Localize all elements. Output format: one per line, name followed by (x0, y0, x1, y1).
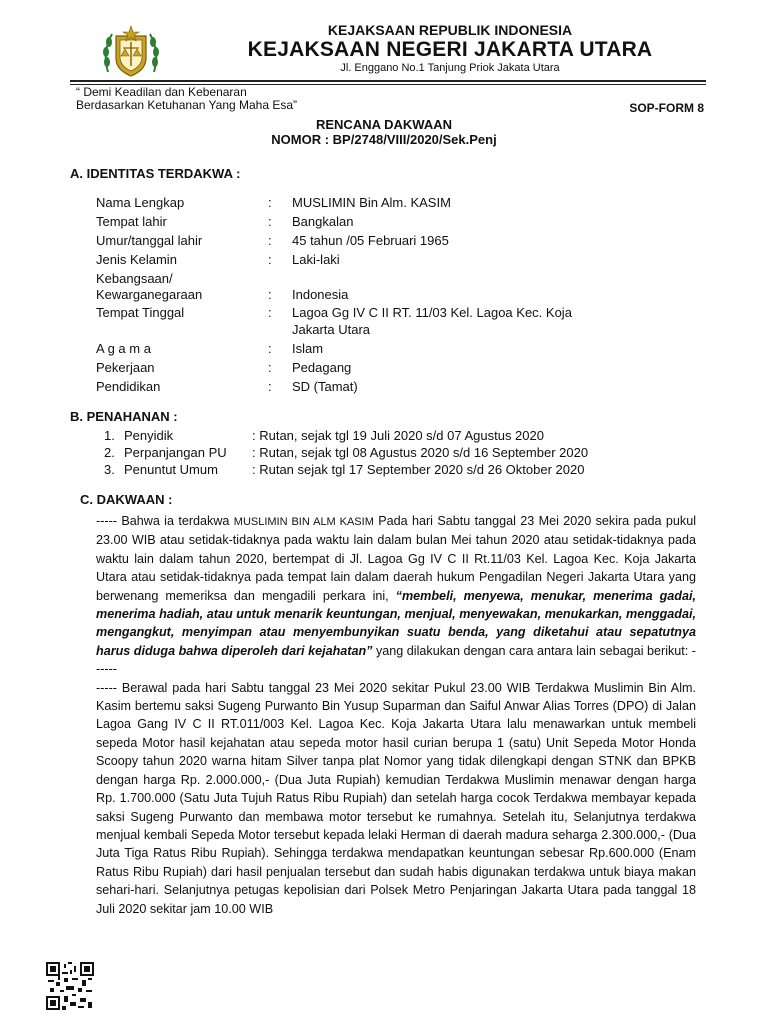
charge-paragraph-2: ----- Berawal pada hari Sabtu tanggal 23 Mei 2020 sekitar Pukul 23.00 WIB Terdakwa Muslimin Bin Alm. Kasim bertemu saksi Sugeng Purwanto Bin Yusup Suparman dan Saiful Anwar Alias Torres (DPO) di Jalan Lagoa Gang IV C II RT.011/003 Kel. Lagoa Kec. Koja Jakarta Utara lalu menawarkan untuk membeli sepeda Motor hasil kejahatan atau sepeda motor hasil curian berupa 1 (satu) Unit Sepeda Motor Honda Scoopy tahun 2020 warna hitam Silver tanpa plat Nomor yang tidak dilengkapi dengan STNK dan BPKB dengan harga Rp. 2.000.000,- (Dua Juta Rupiah) kemudian Terdakwa Muslimin menawar dengan harga Rp. 1.700.000 (Satu Juta Tujuh Ratus Ribu Rupiah) dan setelah harga cocok Terdakwa membayar kepada saksi Sugeng Purwanto dan membawa motor tersebut ke rumahnya. Setelah itu, Selanjutnya terdakwa menjual kembali Sepeda Motor tersebut kepada lelaki Herman di daerah madura seharga 2.300.000,- (Dua Juta Tiga Ratus Ribu Rupiah). Sehingga terdakwa mendapatkan keuntungan sebesar Rp.600.000 (Enam Ratus Ribu Rupiah) dari hasil penjualan tersebut dan sudah habis digunakan terdakwa untuk biaya makan sehari-hari. Selanjutnya petugas kepolisian dari Polsek Metro Penjaringan Jakarta Utara pada tanggal 18 Juli 2020 sekitar jam 10.00 WIB (96, 680, 696, 916)
identity-value: SD (Tamat) (292, 379, 358, 394)
identity-value: Bangkalan (292, 214, 354, 229)
identity-label: Umur/tanggal lahir (96, 233, 203, 248)
detention-number: 3. (104, 462, 115, 477)
form-code: SOP-FORM 8 (629, 101, 704, 115)
detention-label: Perpanjangan PU (124, 445, 227, 460)
identity-label: Nama Lengkap (96, 195, 185, 210)
identity-row (0, 359, 768, 377)
identity-row (0, 194, 768, 212)
section-c-heading: C. DAKWAAN : (80, 492, 173, 507)
motto (76, 86, 297, 112)
identity-value: Laki-laki (292, 252, 340, 267)
section-b-heading: B. PENAHANAN : (70, 409, 178, 424)
charge-text (96, 512, 696, 918)
institution-name: KEJAKSAAN REPUBLIK INDONESIA (327, 22, 573, 38)
identity-value: Pedagang (292, 360, 352, 375)
kejaksaan-emblem-logo (100, 22, 162, 80)
detention-number: 1. (104, 428, 115, 443)
detention-value: : Rutan, sejak tgl 19 Juli 2020 s/d 07 Agustus 2020 (252, 428, 544, 443)
identity-row (0, 232, 768, 250)
section-a-heading: A. IDENTITAS TERDAKWA : (70, 166, 241, 181)
motto-line-1: “ Demi Keadilan dan Kebenaran (76, 85, 247, 99)
identity-colon: : (268, 287, 272, 302)
identity-row (0, 321, 768, 339)
detention-number: 2. (104, 445, 115, 460)
identity-label: Tempat Tinggal (96, 305, 185, 320)
charge-p1-body: Pada hari Sabtu tanggal 23 Mei 2020 sekira pada pukul 23.00 WIB atau setidak-tidaknya pada waktu lain dalam bulan Mei tahun 2020 atau setidak-tidaknya pada waktu lain dalam tahun 2020, bertempat di Jl. Lagoa Gg IV C II Rt.11/03 Kel. Lagoa Kec. Koja Jakarta Utara atau setidak-tidaknya pada tempat lain dalam daerah hukum Pengadilan Negeri Jakarta Utara yang berwenang memeriksa dan mengadili perkara ini, (96, 514, 697, 603)
identity-colon: : (268, 341, 272, 356)
identity-row (0, 213, 768, 231)
identity-value: Indonesia (292, 287, 349, 302)
identity-row (0, 304, 768, 322)
identity-colon: : (268, 379, 272, 394)
office-name: KEJAKSAAN NEGERI JAKARTA UTARA (247, 38, 653, 61)
identity-label: Pendidikan (96, 379, 161, 394)
identity-label: Kewarganegaraan (96, 287, 203, 302)
identity-value: Islam (292, 341, 324, 356)
detention-value: : Rutan sejak tgl 17 September 2020 s/d 26 Oktober 2020 (252, 462, 585, 477)
detention-row (0, 444, 768, 462)
identity-label: Tempat lahir (96, 214, 167, 229)
identity-colon: : (268, 305, 272, 320)
identity-label: Pekerjaan (96, 360, 155, 375)
identity-value: 45 tahun /05 Februari 1965 (292, 233, 449, 248)
identity-colon: : (268, 233, 272, 248)
identity-row (0, 378, 768, 396)
identity-label: Jenis Kelamin (96, 252, 177, 267)
document-title: RENCANA DAKWAAN (315, 117, 452, 132)
identity-row (0, 286, 768, 304)
detention-value: : Rutan, sejak tgl 08 Agustus 2020 s/d 16 September 2020 (252, 445, 589, 460)
detention-label: Penuntut Umum (124, 462, 218, 477)
identity-value: Jakarta Utara (292, 322, 371, 337)
identity-label: Kebangsaan/ (96, 271, 173, 286)
charge-legal-quote: “membeli, menyewa, menukar, menerima gadai, menerima hadiah, atau untuk menarik keuntungan, menjual, menyewakan, menukarkan, menggadai, mengangkut, menyimpan atau menyembunyikan suatu benda, yang diketahui atau sepatutnya harus diduga bahwa diperoleh dari kejahatan” (96, 588, 696, 658)
identity-colon: : (268, 360, 272, 375)
charge-p1-end: yang dilakukan dengan cara antara lain sebagai berikut: ------ (96, 643, 696, 677)
motto-line-2: Berdasarkan Ketuhanan Yang Maha Esa” (76, 98, 298, 112)
charge-paragraph-1 (96, 512, 696, 679)
identity-value: MUSLIMIN Bin Alm. KASIM (292, 195, 451, 210)
identity-label: A g a m a (96, 341, 151, 356)
identity-colon: : (268, 214, 272, 229)
detention-row (0, 427, 768, 445)
detention-label: Penyidik (124, 428, 174, 443)
charge-p1-intro: ----- Bahwa ia terdakwa (96, 514, 234, 528)
header-rule-thick (70, 80, 706, 82)
document-number: NOMOR : BP/2748/VIII/2020/Sek.Penj (271, 132, 497, 147)
defendant-name: MUSLIMIN BIN ALM KASIM (233, 516, 374, 528)
qr-code-icon (46, 962, 94, 1010)
identity-value: Lagoa Gg IV C II RT. 11/03 Kel. Lagoa Kec. Koja (292, 305, 572, 320)
identity-row (0, 251, 768, 269)
identity-colon: : (268, 252, 272, 267)
identity-row (0, 340, 768, 358)
identity-colon: : (268, 195, 272, 210)
detention-row (0, 461, 768, 479)
office-address: Jl. Enggano No.1 Tanjung Priok Jakata Utara (340, 62, 560, 74)
